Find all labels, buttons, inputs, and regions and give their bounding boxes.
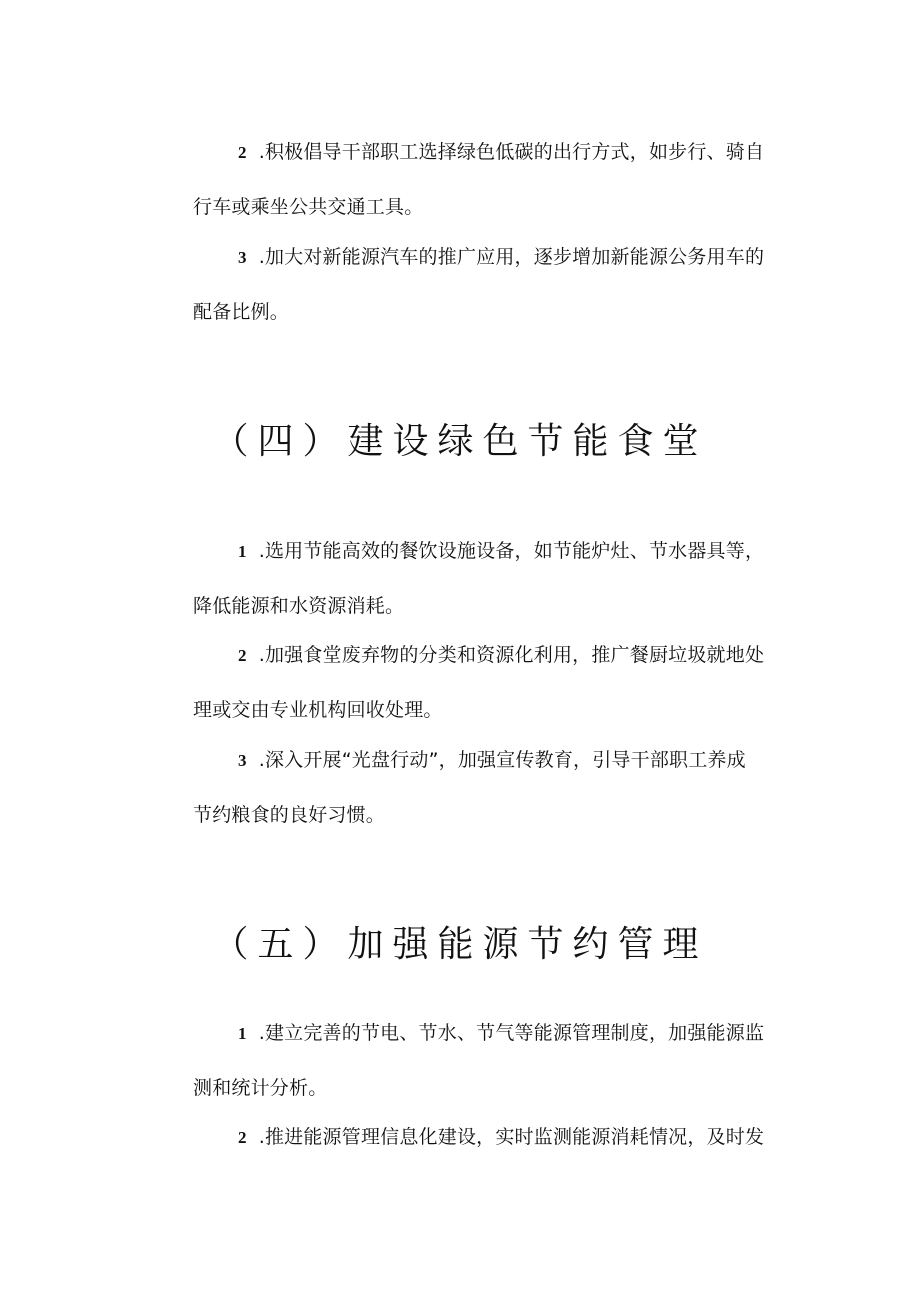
list-item bbox=[193, 1110, 783, 1165]
item-text: .积极倡导干部职工选择绿色低碳的出行方式，如步行、骑自 bbox=[258, 141, 765, 163]
list-item bbox=[193, 733, 783, 842]
item-text: .加强食堂废弃物的分类和资源化利用，推广餐厨垃圾就地处 bbox=[258, 644, 765, 666]
item-number: 1 bbox=[238, 542, 247, 561]
item-number: 2 bbox=[238, 646, 247, 665]
item-text: .建立完善的节电、节水、节气等能源管理制度，加强能源监 bbox=[258, 1022, 765, 1044]
paragraph-first-line bbox=[193, 125, 783, 180]
paragraph-first-line bbox=[193, 628, 783, 683]
item-text: .选用节能高效的餐饮设施设备，如节能炉灶、节水器具等， bbox=[258, 540, 765, 562]
item-text-continued: 理或交由专业机构回收处理。 bbox=[193, 699, 443, 721]
item-text-continued: 配备比例。 bbox=[193, 301, 290, 323]
section-heading-5: （五）加强能源节约管理 bbox=[212, 924, 708, 965]
item-text-continued: 测和统计分析。 bbox=[193, 1077, 328, 1099]
item-text-continued: 节约粮食的良好习惯。 bbox=[193, 804, 386, 826]
section-heading-4: （四）建设绿色节能食堂 bbox=[212, 421, 708, 462]
item-text: .推进能源管理信息化建设，实时监测能源消耗情况，及时发 bbox=[258, 1126, 765, 1148]
list-item bbox=[193, 1006, 783, 1115]
paragraph-first-line bbox=[193, 524, 783, 579]
list-item bbox=[193, 524, 783, 633]
paragraph-first-line bbox=[193, 733, 783, 788]
paragraph-first-line bbox=[193, 230, 783, 285]
list-item bbox=[193, 125, 783, 234]
item-number: 3 bbox=[238, 248, 247, 267]
item-text-continued: 行车或乘坐公共交通工具。 bbox=[193, 196, 424, 218]
item-number: 3 bbox=[238, 751, 247, 770]
paragraph-first-line bbox=[193, 1006, 783, 1061]
item-number: 1 bbox=[238, 1024, 247, 1043]
item-text: .深入开展“光盘行动”，加强宣传教育，引导干部职工养成 bbox=[258, 749, 746, 771]
item-number: 2 bbox=[238, 1128, 247, 1147]
item-text: .加大对新能源汽车的推广应用，逐步增加新能源公务用车的 bbox=[258, 246, 765, 268]
list-item bbox=[193, 628, 783, 737]
item-text-continued: 降低能源和水资源消耗。 bbox=[193, 595, 405, 617]
item-number: 2 bbox=[238, 143, 247, 162]
paragraph-first-line bbox=[193, 1110, 783, 1165]
list-item bbox=[193, 230, 783, 339]
